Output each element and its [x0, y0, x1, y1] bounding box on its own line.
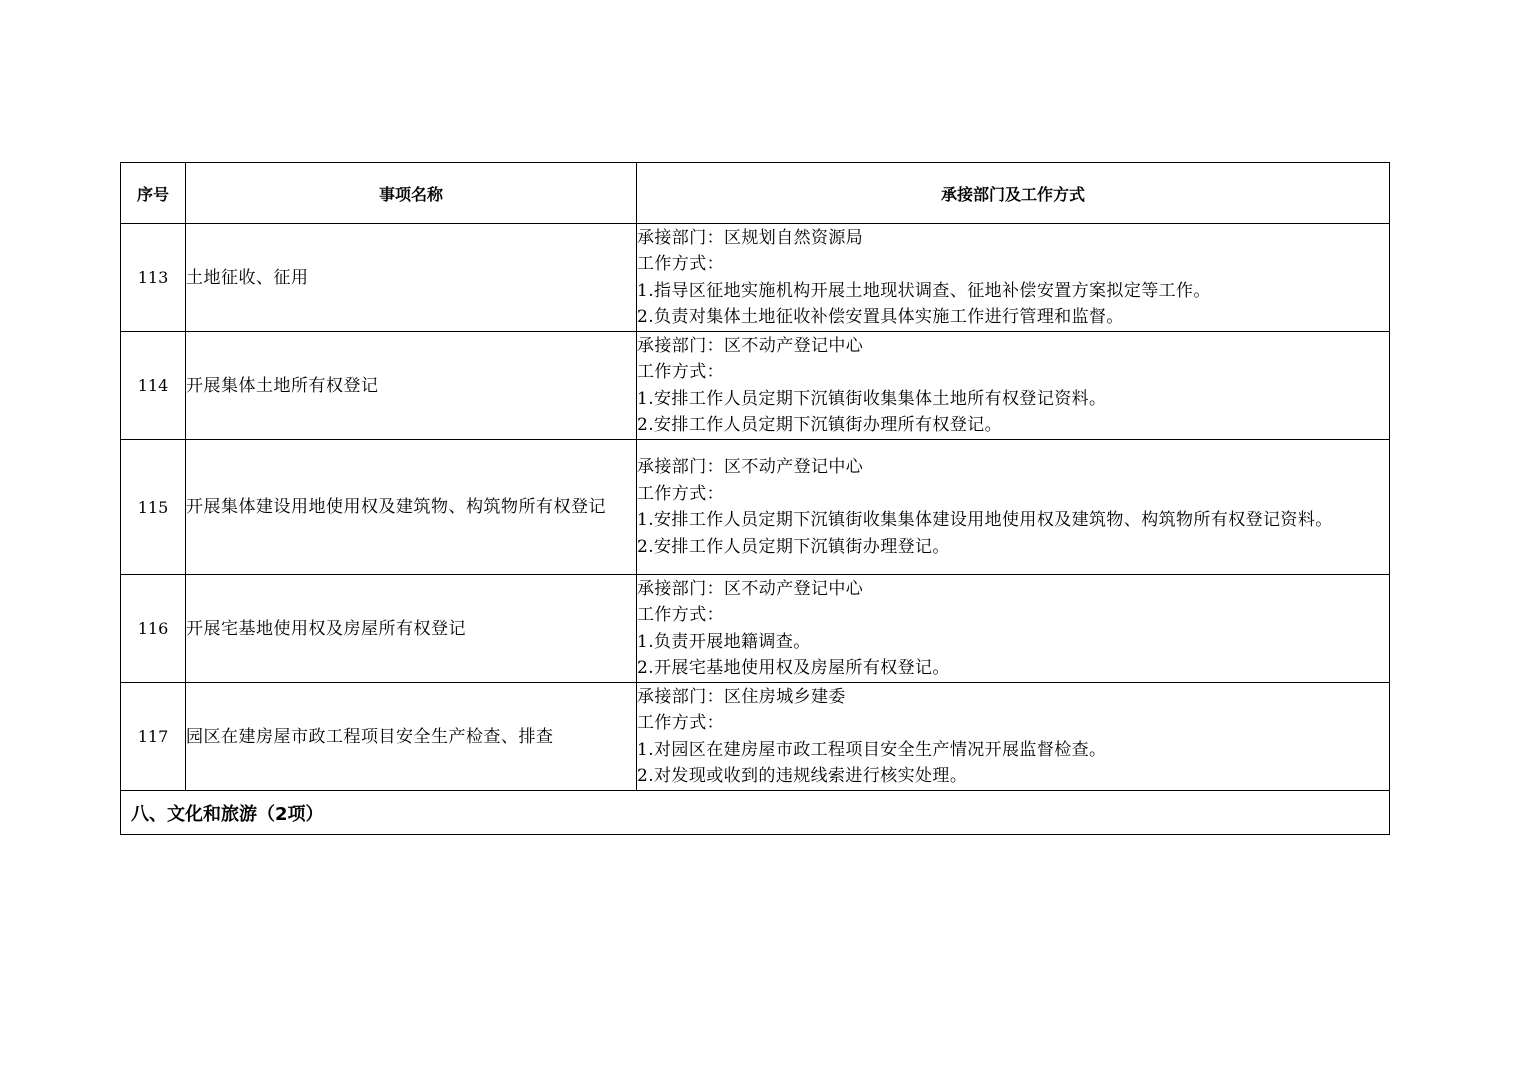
- table-header-row: [121, 163, 1390, 224]
- row-item-name: 开展宅基地使用权及房屋所有权登记: [186, 575, 637, 683]
- dept-line: 承接部门：区规划自然资源局: [637, 227, 864, 248]
- row-item-name: 土地征收、征用: [186, 224, 637, 332]
- row-dept-method: [637, 332, 1390, 440]
- row-item-name: 园区在建房屋市政工程项目安全生产检查、排查: [186, 683, 637, 791]
- method-item: 2.安排工作人员定期下沉镇街办理登记。: [637, 536, 950, 557]
- row-serial-no: 113: [121, 224, 186, 332]
- dept-line: 承接部门：区不动产登记中心: [637, 457, 864, 477]
- section-heading-row: [121, 791, 1390, 835]
- row-dept-method: [637, 224, 1390, 332]
- header-serial-no: 序号: [121, 163, 186, 224]
- method-item: 1.对园区在建房屋市政工程项目安全生产情况开展监督检查。: [637, 739, 1107, 760]
- row-serial-no: 114: [121, 332, 186, 440]
- method-item: 2.安排工作人员定期下沉镇街办理所有权登记。: [637, 415, 1003, 435]
- row-dept-method: [637, 683, 1390, 791]
- items-table: [120, 162, 1390, 835]
- dept-line: 承接部门：区不动产登记中心: [637, 578, 864, 599]
- table-row: [121, 224, 1390, 332]
- method-item: 1.安排工作人员定期下沉镇街收集集体土地所有权登记资料。: [637, 388, 1107, 409]
- method-label: 工作方式：: [637, 483, 724, 504]
- method-item: 1.负责开展地籍调查。: [637, 631, 811, 652]
- method-item: 2.开展宅基地使用权及房屋所有权登记。: [637, 658, 950, 678]
- dept-line: 承接部门：区不动产登记中心: [637, 335, 864, 356]
- table-row: [121, 575, 1390, 683]
- row-item-name: 开展集体土地所有权登记: [186, 332, 637, 440]
- row-serial-no: 116: [121, 575, 186, 683]
- method-label: 工作方式：: [637, 254, 724, 274]
- header-dept-method: 承接部门及工作方式: [637, 163, 1390, 224]
- table-row: [121, 683, 1390, 791]
- header-item-name: 事项名称: [186, 163, 637, 224]
- row-serial-no: 117: [121, 683, 186, 791]
- dept-line: 承接部门：区住房城乡建委: [637, 686, 846, 707]
- row-dept-method: [637, 440, 1390, 575]
- method-item: 1.安排工作人员定期下沉镇街收集集体建设用地使用权及建筑物、构筑物所有权登记资料。: [637, 510, 1333, 530]
- row-item-name: 开展集体建设用地使用权及建筑物、构筑物所有权登记: [186, 440, 637, 575]
- method-item: 2.负责对集体土地征收补偿安置具体实施工作进行管理和监督。: [637, 307, 1124, 327]
- row-dept-method: [637, 575, 1390, 683]
- section-heading: 八、文化和旅游（2项）: [121, 791, 1390, 835]
- method-item: 2.对发现或收到的违规线索进行核实处理。: [637, 766, 968, 786]
- method-label: 工作方式：: [637, 362, 724, 382]
- method-label: 工作方式：: [637, 605, 724, 625]
- table-row: [121, 440, 1390, 575]
- row-serial-no: 115: [121, 440, 186, 575]
- method-item: 1.指导区征地实施机构开展土地现状调查、征地补偿安置方案拟定等工作。: [637, 280, 1211, 301]
- method-label: 工作方式：: [637, 713, 724, 733]
- table-row: [121, 332, 1390, 440]
